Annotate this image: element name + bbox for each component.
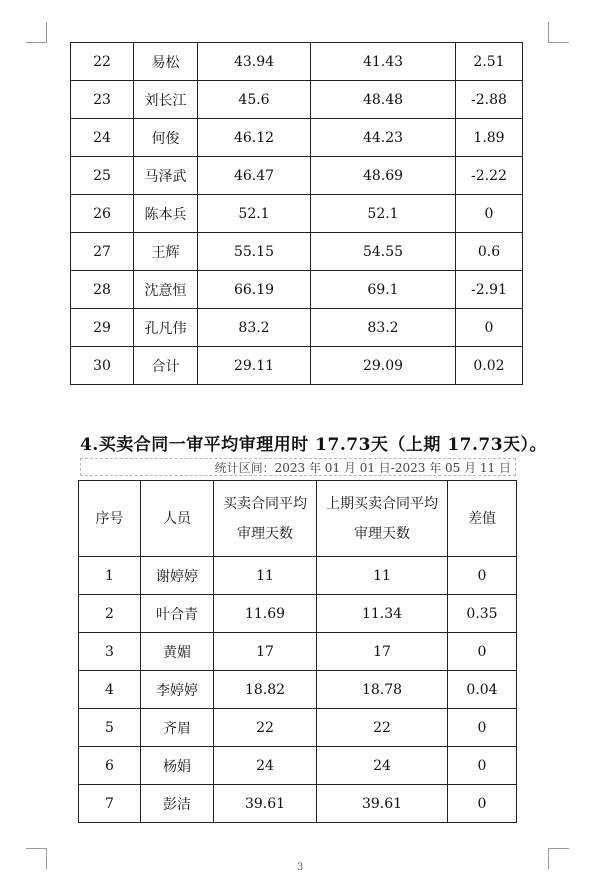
previous-avg-cell: 11.34 [317,595,448,633]
previous-avg-cell: 18.78 [317,671,448,709]
table-row [79,633,517,671]
diff-cell: 0 [448,747,517,785]
diff-cell: 0 [456,195,523,233]
seq-cell: 4 [79,671,141,709]
diff-cell: 0 [456,309,523,347]
current-avg-cell: 46.12 [198,119,311,157]
previous-avg-cell: 29.09 [311,347,456,385]
table-row [71,81,523,119]
current-avg-cell: 11 [214,557,317,595]
current-avg-cell: 66.19 [198,271,311,309]
seq-cell: 5 [79,709,141,747]
crop-mark-top-left [26,22,47,43]
previous-avg-cell: 11 [317,557,448,595]
header-prev-line2: 审理天数 [354,525,410,542]
seq-cell: 1 [79,557,141,595]
table-row [71,195,523,233]
statistics-period-note: 统计区间：2023 年 01 月 01 日-2023 年 05 月 11 日 [80,458,516,476]
table-row [79,671,517,709]
previous-avg-cell: 41.43 [311,43,456,81]
name-cell: 谢婷婷 [141,557,214,595]
diff-cell: 2.51 [456,43,523,81]
crop-mark-top-right [548,22,569,43]
diff-cell: -2.91 [456,271,523,309]
current-avg-cell: 18.82 [214,671,317,709]
previous-avg-cell: 48.48 [311,81,456,119]
diff-cell: -2.88 [456,81,523,119]
seq-cell: 26 [71,195,134,233]
header-prev-line1: 上期买卖合同平均 [326,495,438,512]
previous-avg-cell: 24 [317,747,448,785]
page-number: 3 [296,862,304,873]
table-row [79,595,517,633]
sales-contract-days-table [78,480,517,823]
name-cell: 李婷婷 [141,671,214,709]
table-row [71,271,523,309]
previous-avg-cell: 44.23 [311,119,456,157]
name-cell: 马泽武 [134,157,198,195]
table-row [79,747,517,785]
seq-cell: 7 [79,785,141,823]
table-row [79,557,517,595]
header-avg-days [214,481,317,557]
header-diff: 差值 [448,481,517,557]
name-cell: 王辉 [134,233,198,271]
diff-cell: -2.22 [456,157,523,195]
current-avg-cell: 45.6 [198,81,311,119]
current-avg-cell: 11.69 [214,595,317,633]
previous-avg-cell: 52.1 [311,195,456,233]
table-row [71,157,523,195]
current-avg-cell: 22 [214,709,317,747]
judge-days-table-continued [70,42,523,385]
seq-cell: 30 [71,347,134,385]
header-avg-line1: 买卖合同平均 [223,495,307,512]
table-header-row [79,481,517,557]
name-cell: 何俊 [134,119,198,157]
diff-cell: 0.02 [456,347,523,385]
current-avg-cell: 24 [214,747,317,785]
current-avg-cell: 46.47 [198,157,311,195]
name-cell: 合计 [134,347,198,385]
table-row [79,709,517,747]
header-avg-line2: 审理天数 [237,525,293,542]
seq-cell: 23 [71,81,134,119]
name-cell: 易松 [134,43,198,81]
header-person: 人员 [141,481,214,557]
table-row [71,309,523,347]
table-row [79,785,517,823]
previous-avg-cell: 22 [317,709,448,747]
seq-cell: 25 [71,157,134,195]
diff-cell: 0.35 [448,595,517,633]
name-cell: 黄媚 [141,633,214,671]
header-prev-avg-days [317,481,448,557]
current-avg-cell: 17 [214,633,317,671]
name-cell: 齐眉 [141,709,214,747]
name-cell: 孔凡伟 [134,309,198,347]
name-cell: 陈本兵 [134,195,198,233]
diff-cell: 0 [448,633,517,671]
seq-cell: 29 [71,309,134,347]
current-avg-cell: 55.15 [198,233,311,271]
diff-cell: 0.04 [448,671,517,709]
current-avg-cell: 39.61 [214,785,317,823]
seq-cell: 22 [71,43,134,81]
header-seq: 序号 [79,481,141,557]
diff-cell: 0 [448,557,517,595]
diff-cell: 0.6 [456,233,523,271]
name-cell: 沈意恒 [134,271,198,309]
table-row [71,43,523,81]
previous-avg-cell: 48.69 [311,157,456,195]
table-row [71,119,523,157]
previous-avg-cell: 17 [317,633,448,671]
current-avg-cell: 29.11 [198,347,311,385]
table-row [71,347,523,385]
diff-cell: 0 [448,785,517,823]
name-cell: 杨娟 [141,747,214,785]
section-4-heading: 4.买卖合同一审平均审理用时 17.73天（上期 17.73天）。 [80,435,548,455]
current-avg-cell: 52.1 [198,195,311,233]
previous-avg-cell: 54.55 [311,233,456,271]
name-cell: 刘长江 [134,81,198,119]
current-avg-cell: 43.94 [198,43,311,81]
previous-avg-cell: 69.1 [311,271,456,309]
name-cell: 彭洁 [141,785,214,823]
diff-cell: 1.89 [456,119,523,157]
seq-cell: 27 [71,233,134,271]
seq-cell: 6 [79,747,141,785]
seq-cell: 28 [71,271,134,309]
name-cell: 叶合青 [141,595,214,633]
table-row [71,233,523,271]
diff-cell: 0 [448,709,517,747]
previous-avg-cell: 83.2 [311,309,456,347]
seq-cell: 3 [79,633,141,671]
seq-cell: 24 [71,119,134,157]
seq-cell: 2 [79,595,141,633]
current-avg-cell: 83.2 [198,309,311,347]
previous-avg-cell: 39.61 [317,785,448,823]
